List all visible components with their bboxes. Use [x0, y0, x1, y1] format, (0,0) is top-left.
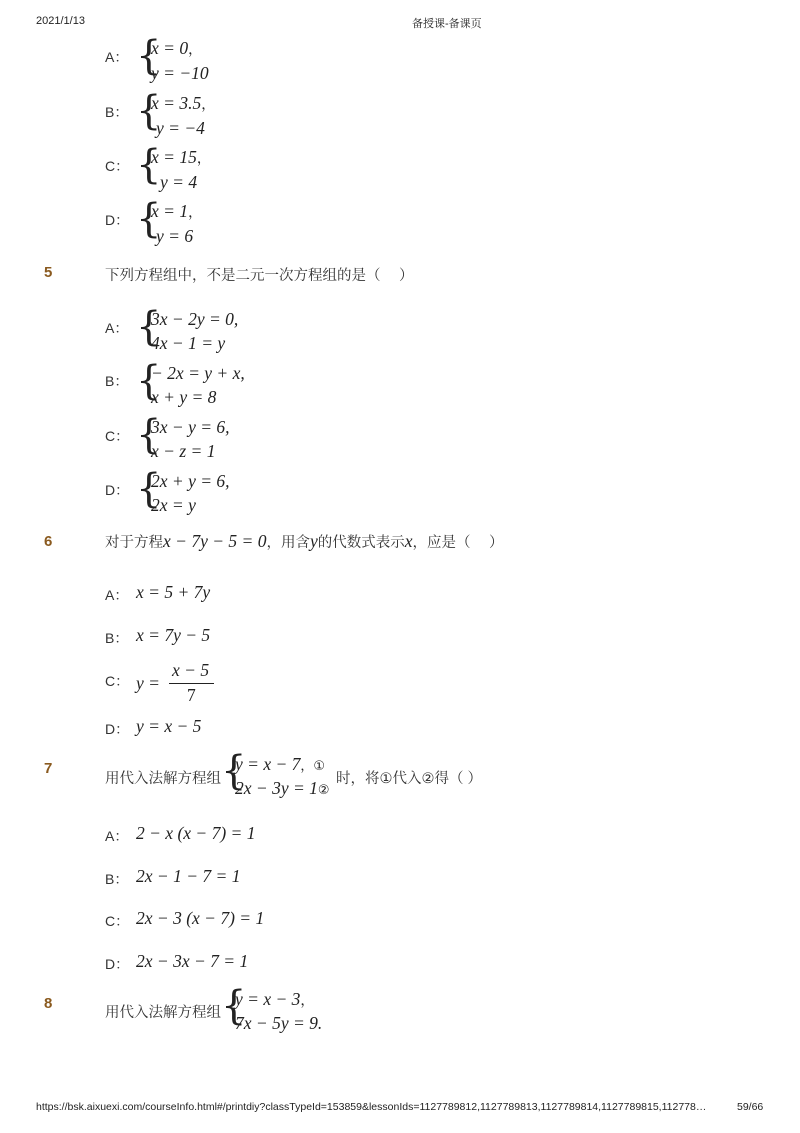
equation-line: − 2x = y + x, — [151, 363, 245, 383]
left-brace: { — [136, 412, 162, 458]
question-number: 7 — [44, 760, 53, 777]
equation-line: y = −4 — [156, 118, 205, 138]
option-label: D： — [105, 956, 130, 972]
question-number: 8 — [44, 995, 53, 1012]
option-label: C： — [105, 913, 130, 929]
question-text-prefix: 用代入法解方程组 — [105, 1005, 221, 1021]
equation-marker: ② — [317, 783, 330, 798]
equation-line: x + y = 8 — [151, 387, 217, 407]
left-brace: { — [221, 983, 247, 1029]
separator: ， — [196, 150, 211, 166]
equation-line: y = x − 3 — [235, 989, 301, 1009]
option-math: y = x − 5 — [136, 716, 202, 736]
equation-line: x = 3.5 — [151, 93, 202, 113]
option-label: B： — [105, 373, 129, 389]
question-number: 5 — [44, 264, 53, 281]
option-math: x = 5 + 7y — [136, 582, 211, 602]
option-math: 2x − 3 (x − 7) = 1 — [136, 908, 265, 928]
option-label: C： — [105, 158, 130, 174]
separator: ， — [300, 992, 315, 1008]
equation-marker: ，① — [300, 759, 326, 774]
left-brace: { — [136, 142, 162, 188]
option-label: B： — [105, 871, 129, 887]
inline-math: y — [309, 531, 318, 551]
separator: ， — [188, 41, 203, 57]
option-label: D： — [105, 482, 130, 498]
option-label: A： — [105, 49, 129, 65]
question-text: 下列方程组中，不是二元一次方程组的是（ ） — [105, 268, 414, 284]
left-brace: { — [136, 33, 162, 79]
page-url: https://bsk.aixuexi.com/courseInfo.html#/printdiy?classTypeId=153859&lessonIds=1127789812,1127789813,1127789814,1127789815,112778… — [36, 1101, 707, 1113]
equation-line: 2x − 3y = 1 — [235, 778, 318, 798]
option-math: 2 − x (x − 7) = 1 — [136, 823, 256, 843]
separator: ， — [188, 204, 203, 220]
equation-line: x = 1 — [151, 201, 189, 221]
option-label: A： — [105, 587, 129, 603]
fraction-bar — [169, 683, 214, 684]
fraction-denominator: 7 — [187, 685, 196, 705]
option-label: C： — [105, 673, 130, 689]
question-text-part: 对于方程 — [105, 535, 163, 551]
fraction-expression — [136, 660, 226, 706]
equation-line: y = 4 — [160, 172, 198, 192]
option-label: B： — [105, 104, 129, 120]
question-text — [105, 531, 504, 552]
equation-line: y = x − 7 — [235, 754, 301, 774]
question-text-suffix: 时，将①代入②得（ ） — [336, 771, 483, 787]
equation-line: y = 6 — [156, 226, 194, 246]
left-brace: { — [136, 88, 162, 134]
left-brace: { — [136, 466, 162, 512]
inline-math: x − 7y − 5 = 0 — [163, 531, 267, 551]
equation-line: x = 15 — [151, 147, 197, 167]
equation-line: 7x − 5y = 9. — [235, 1013, 323, 1033]
equation-line: y = −10 — [151, 63, 209, 83]
inline-math: x — [404, 531, 413, 551]
separator: ， — [201, 96, 216, 112]
question-text-part: ，用含 — [266, 535, 310, 551]
option-label: B： — [105, 630, 129, 646]
option-label: D： — [105, 721, 130, 737]
question-text-prefix: 用代入法解方程组 — [105, 771, 221, 787]
question-number: 6 — [44, 533, 53, 550]
option-label: A： — [105, 828, 129, 844]
left-brace: { — [221, 748, 247, 794]
left-brace: { — [136, 358, 162, 404]
question-text-part: 的代数式表示 — [317, 535, 405, 551]
equation-line: 3x − 2y = 0, — [151, 309, 239, 329]
equation-line: x − z = 1 — [151, 441, 216, 461]
fraction-numerator: x − 5 — [172, 660, 210, 680]
page-title: 备授课-备课页 — [412, 18, 482, 30]
left-brace: { — [136, 196, 162, 242]
equation-line: 3x − y = 6, — [151, 417, 230, 437]
option-label: C： — [105, 428, 130, 444]
option-math: 2x − 3x − 7 = 1 — [136, 951, 249, 971]
equation-line: 4x − 1 = y — [151, 333, 226, 353]
equation-line: x = 0 — [151, 38, 189, 58]
option-label: D： — [105, 212, 130, 228]
option-label: A： — [105, 320, 129, 336]
page-number: 59/66 — [737, 1101, 764, 1113]
option-math: x = 7y − 5 — [136, 625, 211, 645]
print-date: 2021/1/13 — [36, 15, 85, 27]
equation-line: 2x + y = 6, — [151, 471, 230, 491]
equation-line: 2x = y — [151, 495, 196, 515]
option-math: 2x − 1 − 7 = 1 — [136, 866, 241, 886]
question-text-part: ，应是（ ） — [412, 535, 504, 551]
left-brace: { — [136, 304, 162, 350]
fraction-lhs: y = — [136, 673, 160, 693]
